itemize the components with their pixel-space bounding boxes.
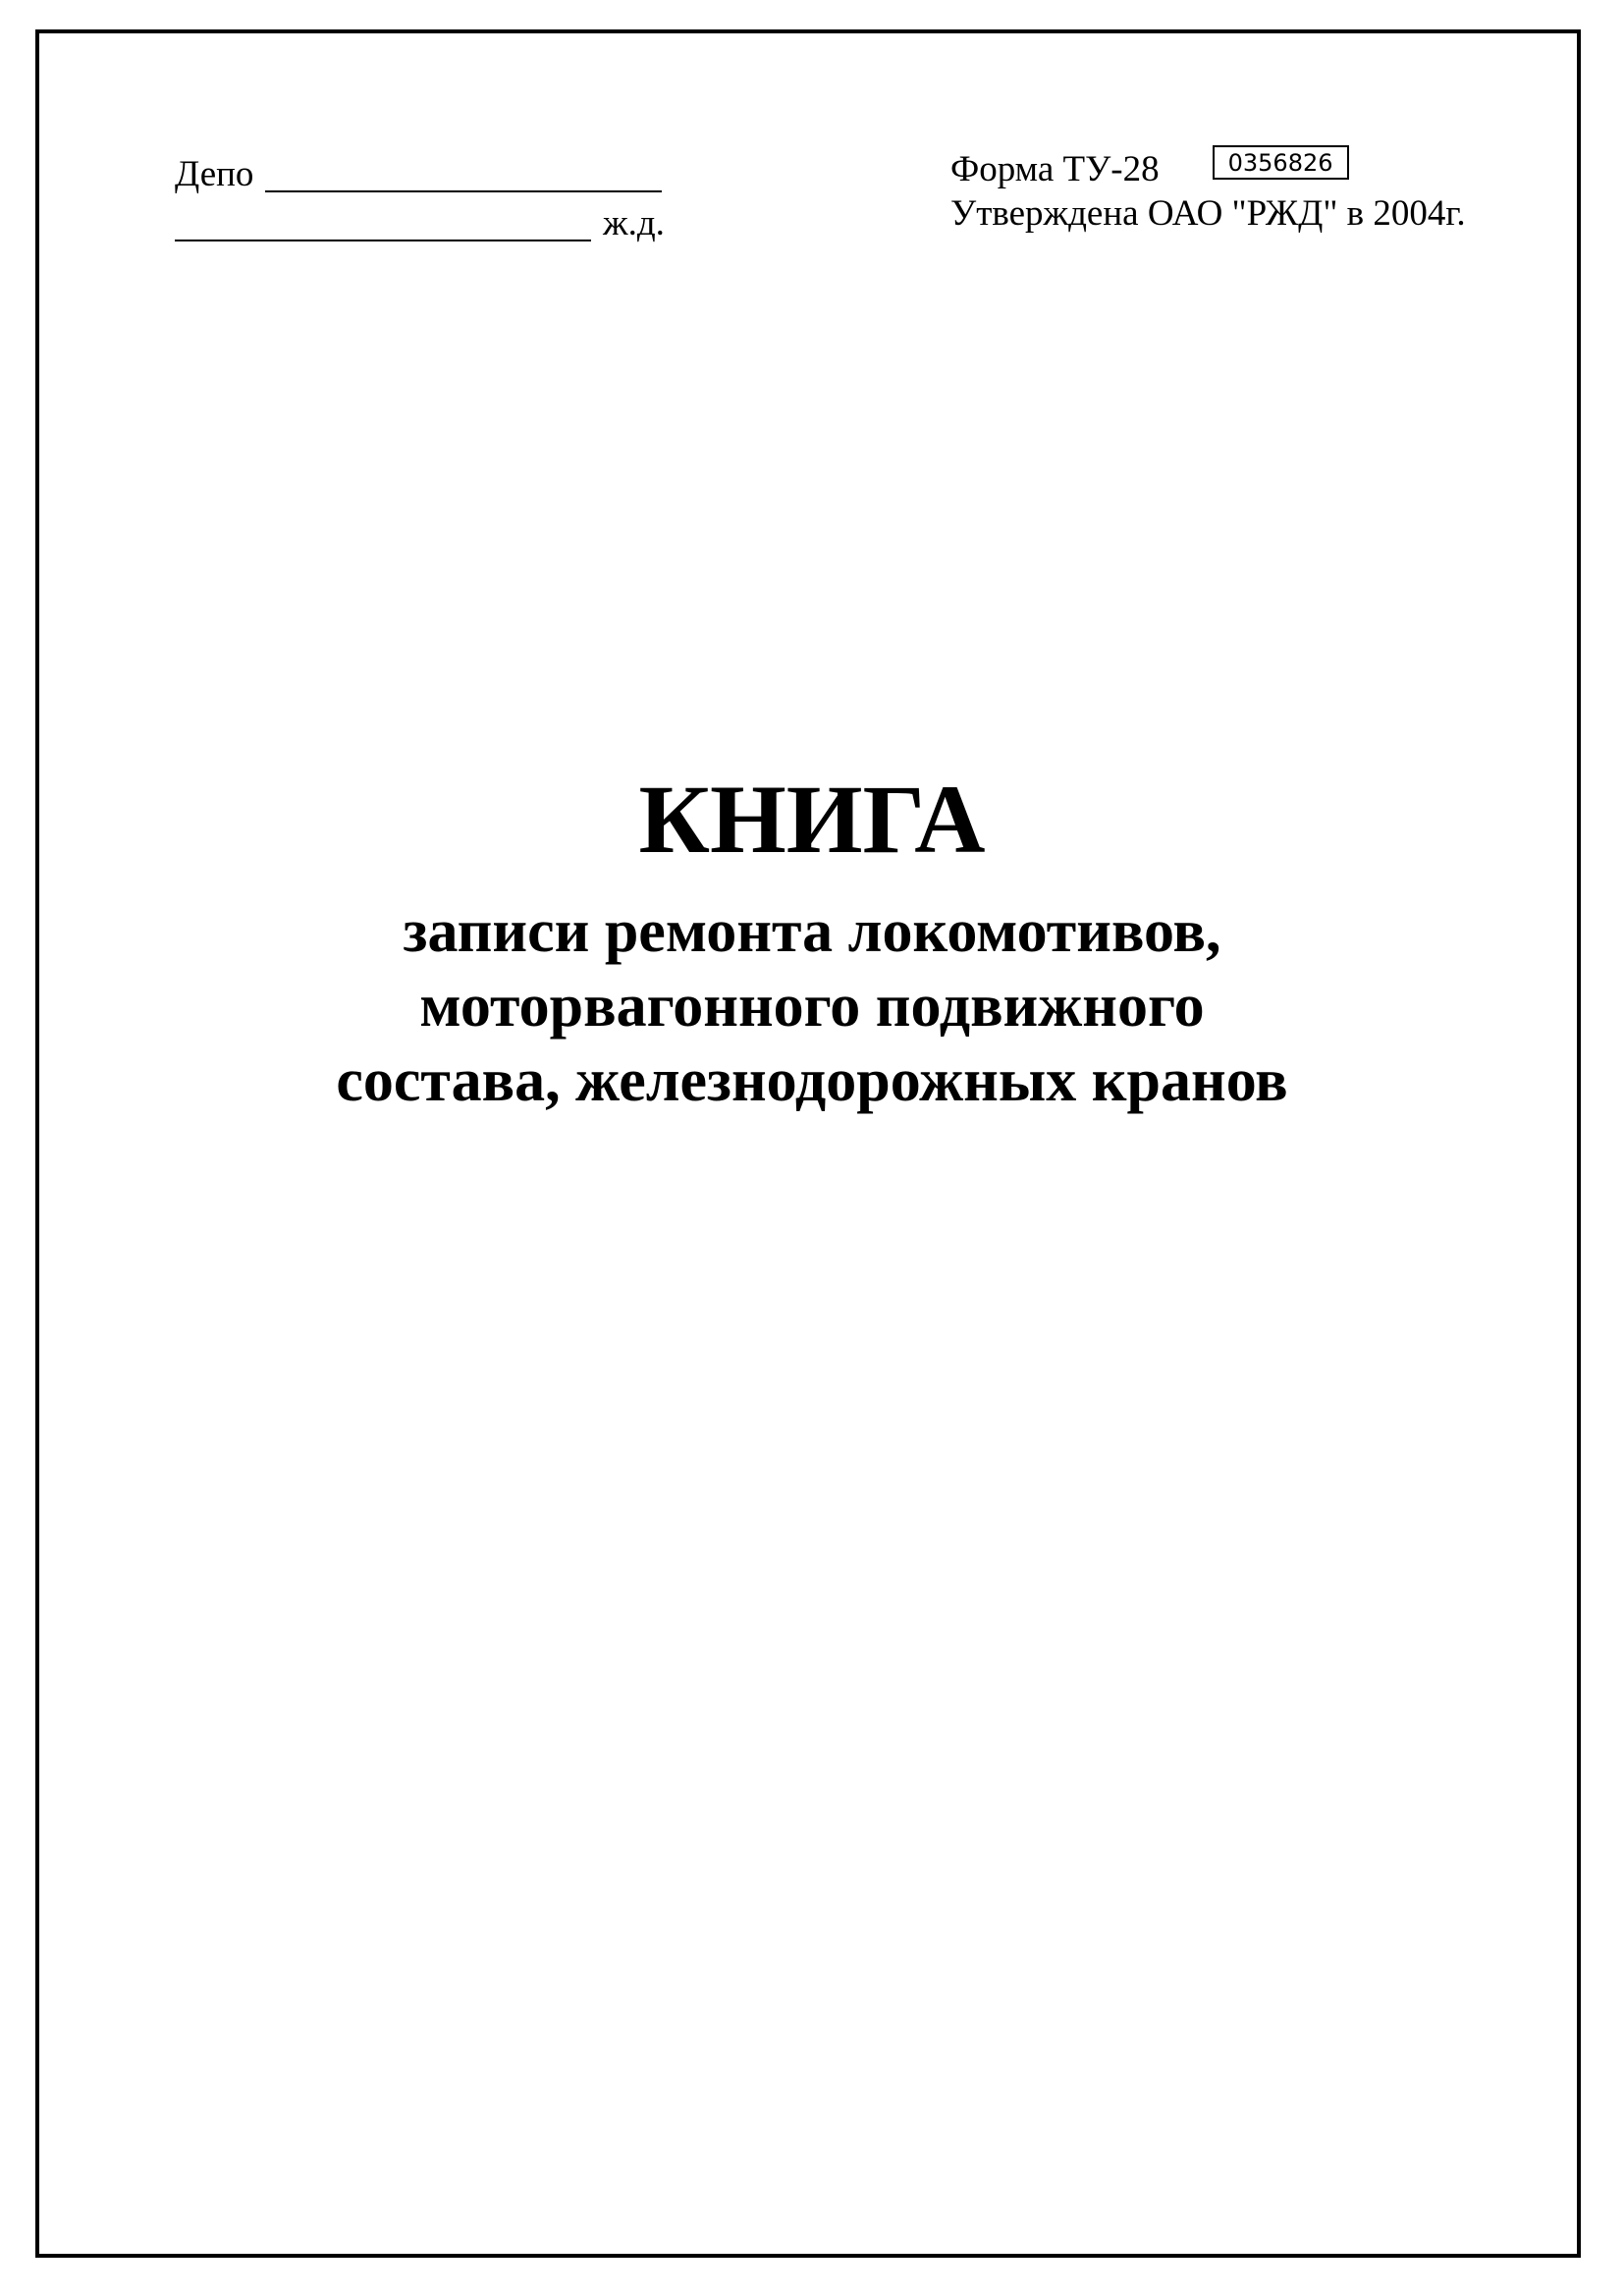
subtitle-line: состава, железнодорожных кранов: [336, 1047, 1288, 1114]
depot-blank-line[interactable]: [265, 157, 662, 192]
page-border: [35, 29, 1581, 2258]
subtitle-line: записи ремонта локомотивов,: [403, 898, 1221, 965]
form-number-box: 0356826: [1213, 145, 1349, 180]
railway-blank-line[interactable]: [175, 206, 591, 241]
railway-suffix: ж.д.: [603, 203, 665, 243]
depot-field-block: [175, 147, 685, 241]
main-title: КНИГА: [638, 765, 986, 874]
subtitle-line: моторвагонного подвижного: [419, 973, 1205, 1040]
form-info-block: [950, 142, 1466, 232]
form-row: [950, 142, 1466, 187]
depot-label: Депо: [175, 154, 254, 194]
subtitle: [0, 894, 1624, 1118]
approved-text: Утверждена ОАО "РЖД" в 2004г.: [950, 193, 1466, 234]
title-block: [0, 765, 1624, 1118]
form-label: Форма ТУ-28: [950, 149, 1160, 189]
railway-row: [175, 196, 685, 241]
depot-row: [175, 147, 685, 192]
